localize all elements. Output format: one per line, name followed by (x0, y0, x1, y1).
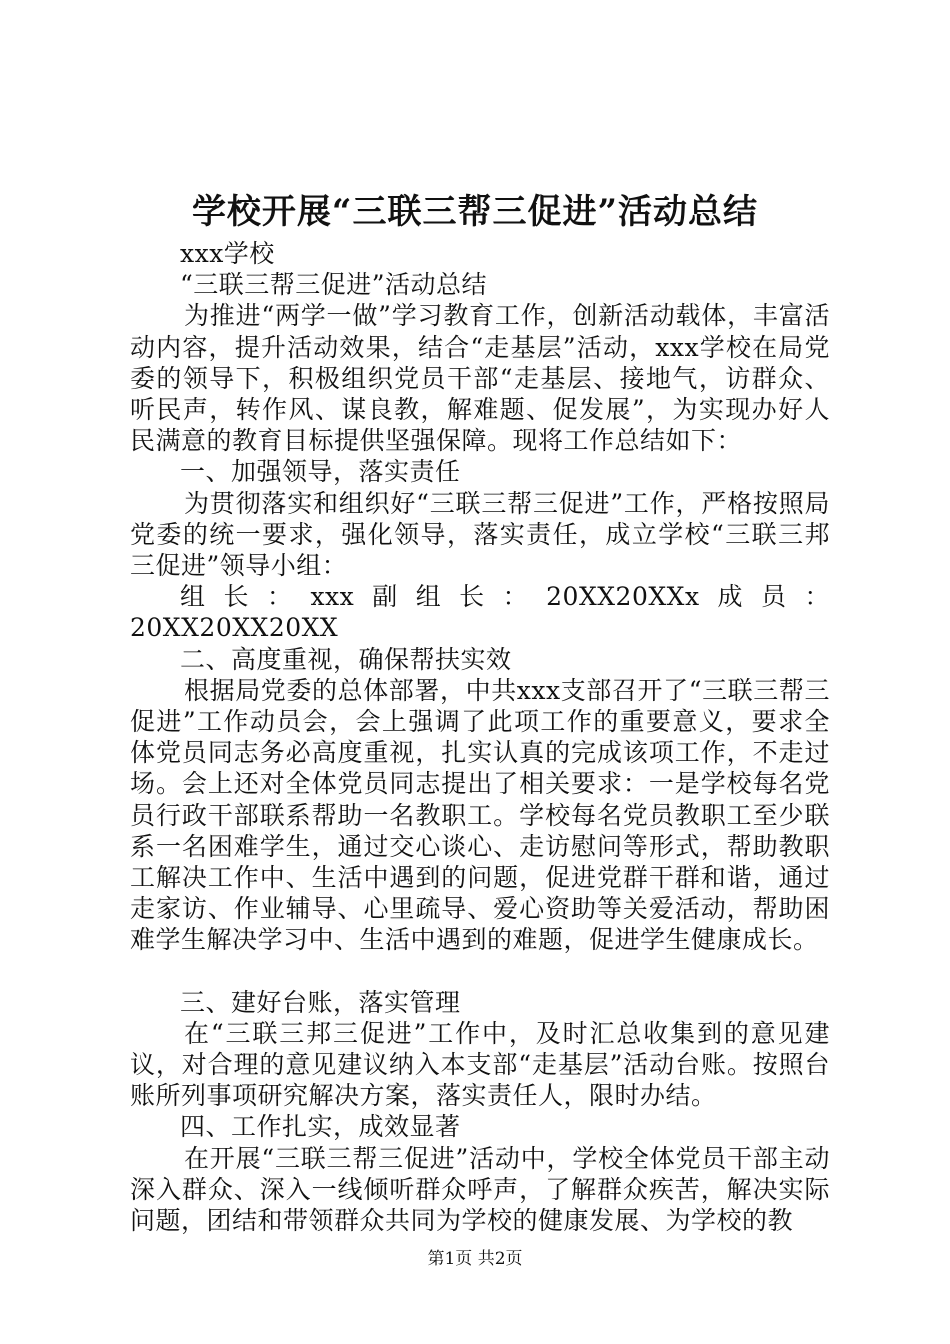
page-number: 第1页 共2页 (427, 1249, 523, 1269)
section-body-1: 为贯彻落实和组织好“三联三帮三促进”工作，严格按照局党委的统一要求，强化领导，落实责任，成立学校“三联三邦三促进”领导小组： (130, 488, 830, 581)
document-title: 学校开展“三联三帮三促进”活动总结 (191, 192, 759, 232)
section-body-2: 根据局党委的总体部署，中共xxx支部召开了“三联三帮三促进”工作动员会，会上强调了此项工作的重要意义，要求全体党员同志务必高度重视，扎实认真的完成该项工作，不走过场。会上还对全体党员同志提出了相关要求：一是学校每名党员行政干部联系帮助一名教职工。学校每名党员教职工至少联系一名困难学生，通过交心谈心、走访慰问等形式，帮助教职工解决工作中、生活中遇到的问题，促进党群干群和谐，通过走家访、作业辅导、心里疏导、爱心资助等关爱活动，帮助困难学生解决学习中、生活中遇到的难题，促进学生健康成长。 (130, 675, 830, 955)
document-subtitle: “三联三帮三促进”活动总结 (180, 270, 488, 300)
school-name: xxx学校 (180, 239, 275, 268)
section-body-4: 在开展“三联三帮三促进”活动中，学校全体党员干部主动深入群众、深入一线倾听群众呼声，了解群众疾苦，解决实际问题，团结和带领群众共同为学校的健康发展、为学校的教 (130, 1143, 830, 1236)
paragraph-gap (130, 956, 830, 987)
section-heading-1: 一、加强领导，落实责任 (180, 457, 461, 487)
document-body (130, 238, 830, 1236)
section-heading-2: 二、高度重视，确保帮扶实效 (180, 644, 512, 674)
section-heading-3: 三、建好台账，落实管理 (180, 987, 461, 1017)
section-body-3: 在“三联三邦三促进”工作中，及时汇总收集到的意见建议，对合理的意见建议纳入本支部“走基层”活动台账。按照台账所列事项研究解决方案，落实责任人，限时办结。 (130, 1018, 830, 1111)
leadership-members: 组长：xxx副组长：20XX20XXx成员：20XX20XX20XX (130, 582, 830, 643)
section-heading-4: 四、工作扎实，成效显著 (180, 1112, 461, 1142)
intro-paragraph: 为推进“两学一做”学习教育工作，创新活动载体，丰富活动内容，提升活动效果，结合“走基层”活动，xxx学校在局党委的领导下，积极组织党员干部“走基层、接地气，访群众、听民声，转作风、谋良教，解难题、促发展”，为实现办好人民满意的教育目标提供坚强保障。现将工作总结如下： (130, 301, 830, 456)
